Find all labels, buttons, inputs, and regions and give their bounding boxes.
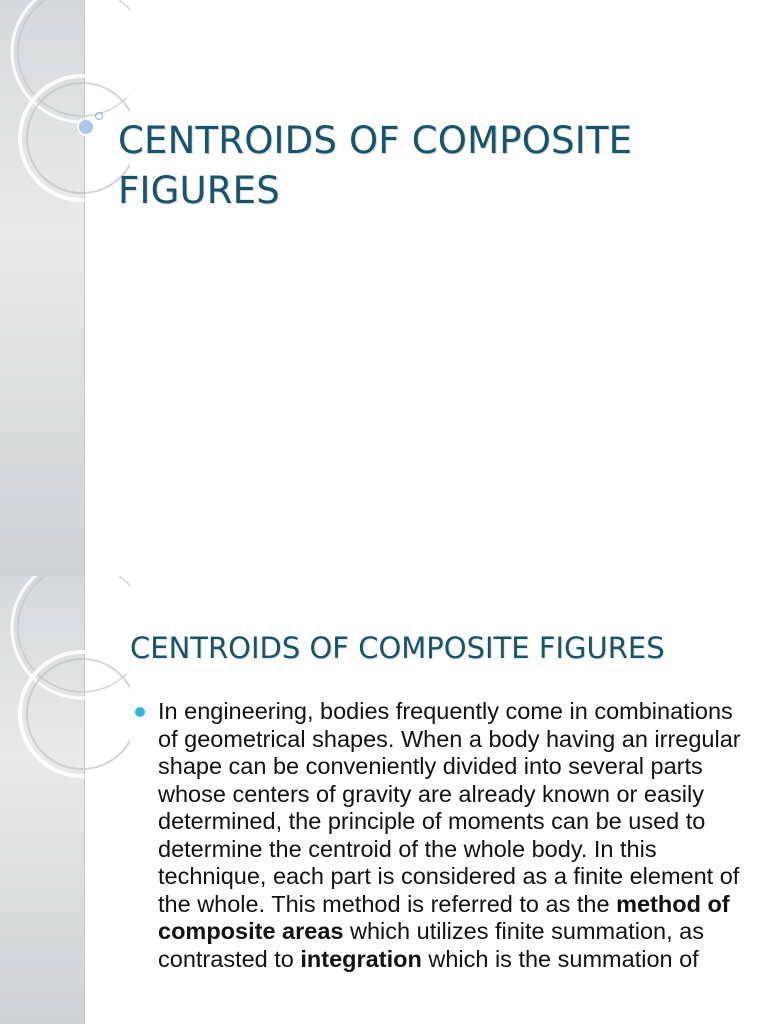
ring-decoration-icon [0,576,130,836]
bullet-text-2: which utilizes finite summation, as contrasted to [158,918,704,972]
side-band [0,576,85,1024]
bullet-list [130,698,750,973]
bullet-text-1: In engineering, bodies frequently come in combinations of geometrical shapes. When a body having an irregular shape can be conveniently divided into several parts whose centers of gravity are already known or easily determined, the principle of moments can be used to determine the centroid of the whole body. In this technique, each part is considered as a finite element of the whole. This method is referred to as the [158,698,741,917]
slide-title-line2: FIGURES [118,169,280,212]
slide-title [118,116,738,216]
side-band [0,0,85,576]
bullet-text-3: which is the summation of [421,945,699,972]
bullet-dot-icon [135,707,145,717]
bullet-bold-term-1: method of composite areas [158,890,730,944]
bullet-item [130,698,750,973]
content-slide [0,576,768,1024]
ring-decoration-icon [0,0,130,260]
slide-title: CENTROIDS OF COMPOSITE FIGURES [130,631,665,665]
slide-title-line1: CENTROIDS OF COMPOSITE [118,119,633,162]
bullet-bold-term-2: integration [300,945,422,972]
